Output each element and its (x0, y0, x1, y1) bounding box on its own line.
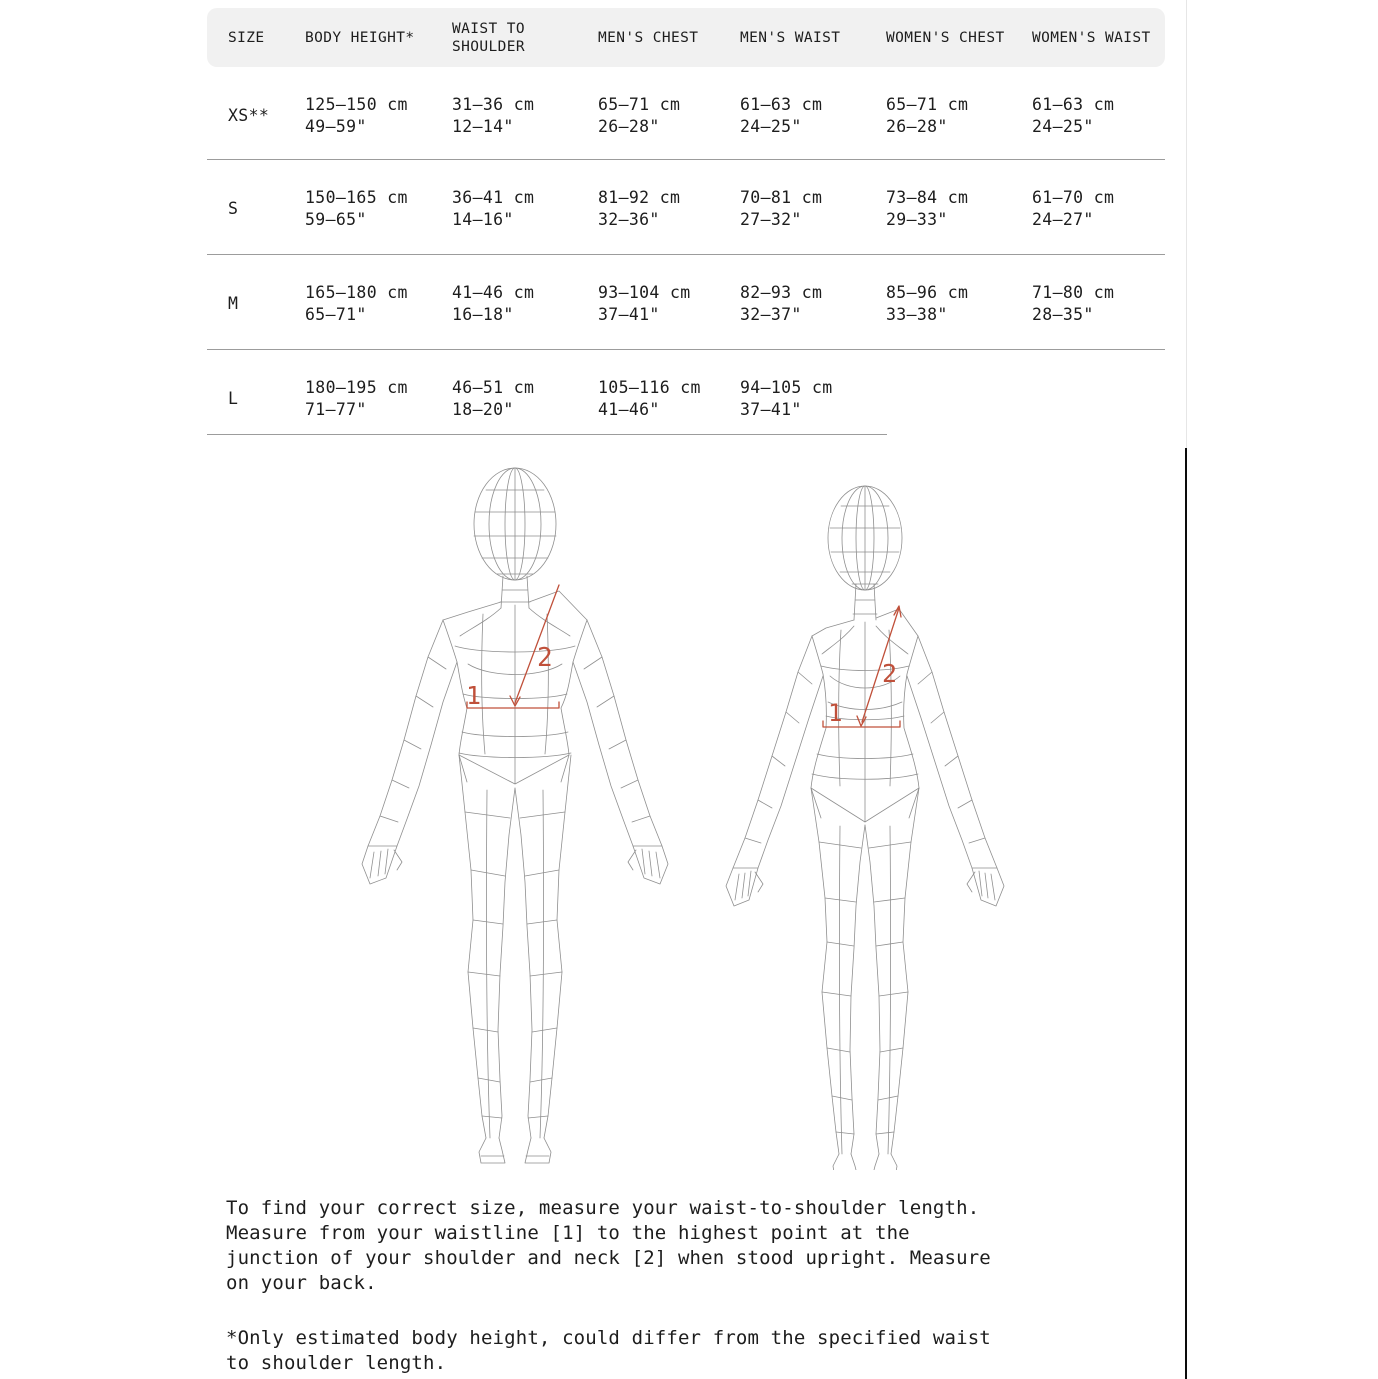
value-cell (305, 255, 452, 349)
value-cell (305, 67, 452, 159)
header-cell-body-height: BODY HEIGHT* (305, 29, 415, 46)
value-cell (598, 67, 740, 159)
sizing-notes (226, 1196, 991, 1376)
female-shoulder-measure-label: 2 (882, 659, 898, 688)
value-cell (598, 350, 740, 435)
measure-instructions-line: junction of your shoulder and neck [2] when stood upright. Measure (226, 1247, 991, 1269)
inch-value: 37–41" (740, 400, 802, 419)
value-cell (886, 67, 1032, 159)
female-mannequin-figure (700, 470, 1110, 1170)
inch-value: 65–71" (305, 305, 367, 324)
measure-instructions-line: To find your correct size, measure your waist-to-shoulder length. (226, 1197, 980, 1219)
body-height-footnote-line: *Only estimated body height, could differ from the specified waist (226, 1327, 991, 1349)
cm-value: 46–51 cm (452, 378, 535, 397)
female-waist-measure-label: 1 (828, 699, 843, 727)
value-cell (1032, 350, 1165, 435)
inch-value: 27–32" (740, 210, 802, 229)
cm-value: 165–180 cm (305, 283, 408, 302)
inch-value: 41–46" (598, 400, 660, 419)
value-cell (305, 350, 452, 435)
cm-value: 81–92 cm (598, 188, 681, 207)
table-row-s (207, 160, 1165, 255)
inch-value: 18–20" (452, 400, 514, 419)
cm-value: 65–71 cm (886, 95, 969, 114)
cm-value: 125–150 cm (305, 95, 408, 114)
value-cell (886, 350, 1032, 435)
scrollbar-thumb[interactable] (1185, 448, 1187, 1379)
male-mannequin-figure (340, 450, 760, 1170)
cm-value: 36–41 cm (452, 188, 535, 207)
size-guide-table (207, 8, 1165, 435)
female-wireframe (726, 486, 1004, 1170)
inch-value: 24–25" (740, 117, 802, 136)
table-row-l (207, 350, 1165, 435)
inch-value: 24–27" (1032, 210, 1094, 229)
cm-value: 61–63 cm (740, 95, 823, 114)
header-cell-mens-chest: MEN'S CHEST (598, 29, 699, 46)
cm-value: 150–165 cm (305, 188, 408, 207)
value-cell (305, 160, 452, 254)
inch-value: 49–59" (305, 117, 367, 136)
value-cell (740, 67, 886, 159)
header-cell-womens-waist: WOMEN'S WAIST (1032, 29, 1151, 46)
size-label: S (228, 199, 239, 218)
measure-instructions (226, 1196, 991, 1296)
cm-value: 85–96 cm (886, 283, 969, 302)
header-cell-mens-waist: MEN'S WAIST (740, 29, 841, 46)
value-cell (598, 160, 740, 254)
value-cell (598, 255, 740, 349)
inch-value: 37–41" (598, 305, 660, 324)
inch-value: 32–37" (740, 305, 802, 324)
header-cell-waist-to-shoulder: WAIST TO SHOULDER (452, 20, 526, 55)
body-height-footnote (226, 1326, 991, 1376)
value-cell (452, 160, 598, 254)
size-table-header-row (207, 8, 1165, 67)
cm-value: 93–104 cm (598, 283, 691, 302)
value-cell (740, 160, 886, 254)
value-cell (452, 255, 598, 349)
cm-value: 31–36 cm (452, 95, 535, 114)
cm-value: 70–81 cm (740, 188, 823, 207)
value-cell (1032, 160, 1165, 254)
inch-value: 29–33" (886, 210, 948, 229)
table-row-xs (207, 67, 1165, 160)
body-height-footnote-line: to shoulder length. (226, 1352, 447, 1374)
inch-value: 24–25" (1032, 117, 1094, 136)
cm-value: 71–80 cm (1032, 283, 1115, 302)
male-shoulder-measure-label: 2 (537, 643, 553, 673)
inch-value: 14–16" (452, 210, 514, 229)
measure-instructions-line: on your back. (226, 1272, 377, 1294)
cm-value: 82–93 cm (740, 283, 823, 302)
cm-value: 61–70 cm (1032, 188, 1115, 207)
male-wireframe (362, 468, 668, 1163)
inch-value: 59–65" (305, 210, 367, 229)
cm-value: 41–46 cm (452, 283, 535, 302)
value-cell (886, 255, 1032, 349)
cm-value: 180–195 cm (305, 378, 408, 397)
size-label: L (228, 389, 239, 408)
value-cell (740, 350, 886, 435)
male-waist-measure-label: 1 (466, 681, 482, 710)
inch-value: 26–28" (886, 117, 948, 136)
inch-value: 32–36" (598, 210, 660, 229)
measure-instructions-line: Measure from your waistline [1] to the highest point at the (226, 1222, 910, 1244)
cm-value: 73–84 cm (886, 188, 969, 207)
inch-value: 26–28" (598, 117, 660, 136)
value-cell (1032, 67, 1165, 159)
inch-value: 12–14" (452, 117, 514, 136)
cm-value: 105–116 cm (598, 378, 701, 397)
header-cell-size: SIZE (228, 29, 265, 46)
size-label: M (228, 294, 239, 313)
size-label: XS** (228, 106, 270, 125)
header-cell-womens-chest: WOMEN'S CHEST (886, 29, 1005, 46)
value-cell (452, 350, 598, 435)
table-bottom-rule (207, 434, 887, 435)
cm-value: 61–63 cm (1032, 95, 1115, 114)
value-cell (740, 255, 886, 349)
cm-value: 65–71 cm (598, 95, 681, 114)
value-cell (452, 67, 598, 159)
value-cell (886, 160, 1032, 254)
inch-value: 28–35" (1032, 305, 1094, 324)
inch-value: 16–18" (452, 305, 514, 324)
table-row-m (207, 255, 1165, 350)
inch-value: 71–77" (305, 400, 367, 419)
inch-value: 33–38" (886, 305, 948, 324)
cm-value: 94–105 cm (740, 378, 833, 397)
value-cell (1032, 255, 1165, 349)
